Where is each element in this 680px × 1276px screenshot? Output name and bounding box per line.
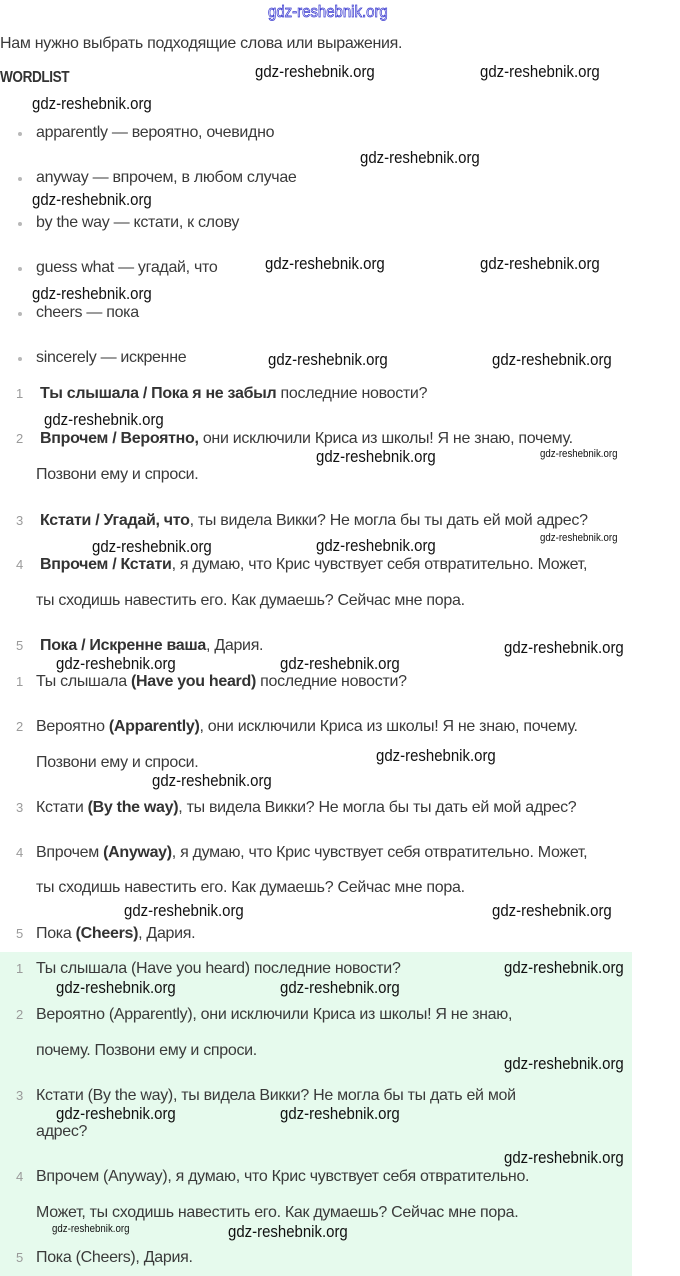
answer-item (36, 799, 576, 817)
watermark: gdz-reshebnik.org (504, 1054, 624, 1073)
item-number: 2 (16, 1007, 24, 1022)
watermark: gdz-reshebnik.org (280, 1104, 400, 1123)
item-text: , Дария. (138, 925, 196, 942)
item-text: Ты слышала (36, 673, 131, 690)
item-bold: Ты слышала / Пока я не забыл (40, 385, 277, 402)
watermark: gdz-reshebnik.org (492, 901, 612, 920)
bullet-icon (18, 222, 22, 226)
watermark: gdz-reshebnik.org (504, 958, 624, 977)
watermark: gdz-reshebnik.org (316, 447, 436, 466)
watermark: gdz-reshebnik.org (280, 654, 400, 673)
item-continuation: Позвони ему и спроси. (36, 754, 199, 771)
item-number: 4 (16, 1169, 24, 1184)
item-text: Пока (36, 925, 76, 942)
item-bold: Впрочем / Вероятно, (40, 430, 199, 447)
item-number: 5 (16, 1250, 24, 1265)
item-bold: (Have you heard) (130, 673, 256, 690)
watermark: gdz-reshebnik.org (265, 254, 385, 273)
item-text: , я думаю, что Крис чувствует себя отвратительно. Может, (171, 556, 588, 573)
item-text: последние новости? (276, 385, 428, 402)
watermark: gdz-reshebnik.org (152, 771, 272, 790)
watermark: gdz-reshebnik.org (124, 901, 244, 920)
final-answer-line: Впрочем (Anyway), я думаю, что Крис чувствует себя отвратительно. (36, 1168, 530, 1185)
watermark: gdz-reshebnik.org (52, 1223, 130, 1235)
item-text: , ты видела Викки? Не могла бы ты дать ей мой адрес? (189, 512, 588, 529)
exercise-item (40, 385, 427, 403)
item-bold: Пока / Искренне ваша (40, 637, 207, 654)
item-continuation: ты сходишь навестить его. Как думаешь? Сейчас мне пора. (36, 879, 465, 896)
watermark: gdz-reshebnik.org (32, 284, 152, 303)
item-number: 1 (16, 674, 24, 689)
watermark: gdz-reshebnik.org (480, 62, 600, 81)
final-answer-line: Пока (Cheers), Дария. (36, 1249, 193, 1266)
wordlist-title: WORDLIST (0, 69, 70, 86)
item-number: 5 (16, 926, 24, 941)
final-answer-line: Может, ты сходишь навестить его. Как думаешь? Сейчас мне пора. (36, 1204, 519, 1221)
item-number: 4 (16, 845, 24, 860)
item-number: 3 (16, 800, 24, 815)
item-text: Кстати (36, 799, 88, 816)
item-text: , я думаю, что Крис чувствует себя отвратительно. Может, (171, 844, 588, 861)
watermark: gdz-reshebnik.org (268, 2, 388, 21)
item-number: 4 (16, 557, 24, 572)
watermark: gdz-reshebnik.org (228, 1222, 348, 1241)
wordlist-item: guess what — угадай, что (36, 259, 218, 276)
item-number: 1 (16, 386, 24, 401)
item-text: , ты видела Викки? Не могла бы ты дать ей мой адрес? (178, 799, 577, 816)
watermark: gdz-reshebnik.org (540, 448, 618, 460)
watermark: gdz-reshebnik.org (492, 350, 612, 369)
final-answer-line: Ты слышала (Have you heard) последние новости? (36, 960, 401, 977)
item-number: 3 (16, 1088, 24, 1103)
item-text: Вероятно (36, 718, 109, 735)
item-number: 2 (16, 719, 24, 734)
watermark: gdz-reshebnik.org (56, 654, 176, 673)
bullet-icon (18, 357, 22, 361)
item-number: 5 (16, 638, 24, 653)
item-number: 3 (16, 513, 24, 528)
bullet-icon (18, 267, 22, 271)
final-answer-line: Вероятно (Apparently), они исключили Криса из школы! Я не знаю, (36, 1006, 513, 1023)
answer-item (36, 844, 587, 862)
final-answer-line: Кстати (By the way), ты видела Викки? Не могла бы ты дать ей мой (36, 1087, 516, 1104)
watermark: gdz-reshebnik.org (316, 536, 436, 555)
watermark: gdz-reshebnik.org (56, 1104, 176, 1123)
answer-item (36, 718, 578, 736)
item-text: они исключили Криса из школы! Я не знаю, почему. (198, 430, 573, 447)
item-text: , они исключили Криса из школы! Я не знаю, почему. (199, 718, 578, 735)
watermark: gdz-reshebnik.org (32, 190, 152, 209)
watermark: gdz-reshebnik.org (540, 532, 618, 544)
watermark: gdz-reshebnik.org (92, 537, 212, 556)
wordlist-item: anyway — впрочем, в любом случае (36, 169, 297, 186)
item-bold: (Cheers) (75, 925, 139, 942)
bullet-icon (18, 177, 22, 181)
wordlist-item: apparently — вероятно, очевидно (36, 124, 275, 141)
exercise-item (40, 637, 263, 655)
final-answer-line: почему. Позвони ему и спроси. (36, 1042, 257, 1059)
item-bold: (By the way) (87, 799, 179, 816)
watermark: gdz-reshebnik.org (56, 978, 176, 997)
watermark: gdz-reshebnik.org (44, 410, 164, 429)
answer-item (36, 925, 195, 943)
watermark: gdz-reshebnik.org (32, 94, 152, 113)
wordlist-item: cheers — пока (36, 304, 139, 321)
exercise-item (40, 430, 573, 448)
watermark: gdz-reshebnik.org (268, 350, 388, 369)
item-bold: Впрочем / Кстати (40, 556, 172, 573)
item-number: 2 (16, 431, 24, 446)
item-continuation: ты сходишь навестить его. Как думаешь? Сейчас мне пора. (36, 592, 465, 609)
answer-item (36, 673, 407, 691)
watermark: gdz-reshebnik.org (376, 746, 496, 765)
item-text: Впрочем (36, 844, 104, 861)
item-number: 1 (16, 961, 24, 976)
item-text: последние новости? (255, 673, 407, 690)
watermark: gdz-reshebnik.org (280, 978, 400, 997)
wordlist-item: sincerely — искренне (36, 349, 187, 366)
intro-text: Нам нужно выбрать подходящие слова или выражения. (0, 35, 403, 52)
item-continuation: Позвони ему и спроси. (36, 466, 199, 483)
watermark: gdz-reshebnik.org (480, 254, 600, 273)
exercise-item (40, 512, 588, 530)
watermark: gdz-reshebnik.org (504, 1148, 624, 1167)
bullet-icon (18, 312, 22, 316)
bullet-icon (18, 132, 22, 136)
item-text: , Дария. (206, 637, 264, 654)
final-answer-line: адрес? (36, 1123, 88, 1140)
exercise-item (40, 556, 587, 574)
watermark: gdz-reshebnik.org (360, 148, 480, 167)
wordlist-item: by the way — кстати, к слову (36, 214, 240, 231)
item-bold: (Anyway) (103, 844, 172, 861)
watermark: gdz-reshebnik.org (255, 62, 375, 81)
item-bold: Кстати / Угадай, что (40, 512, 190, 529)
watermark: gdz-reshebnik.org (504, 638, 624, 657)
item-bold: (Apparently) (108, 718, 200, 735)
